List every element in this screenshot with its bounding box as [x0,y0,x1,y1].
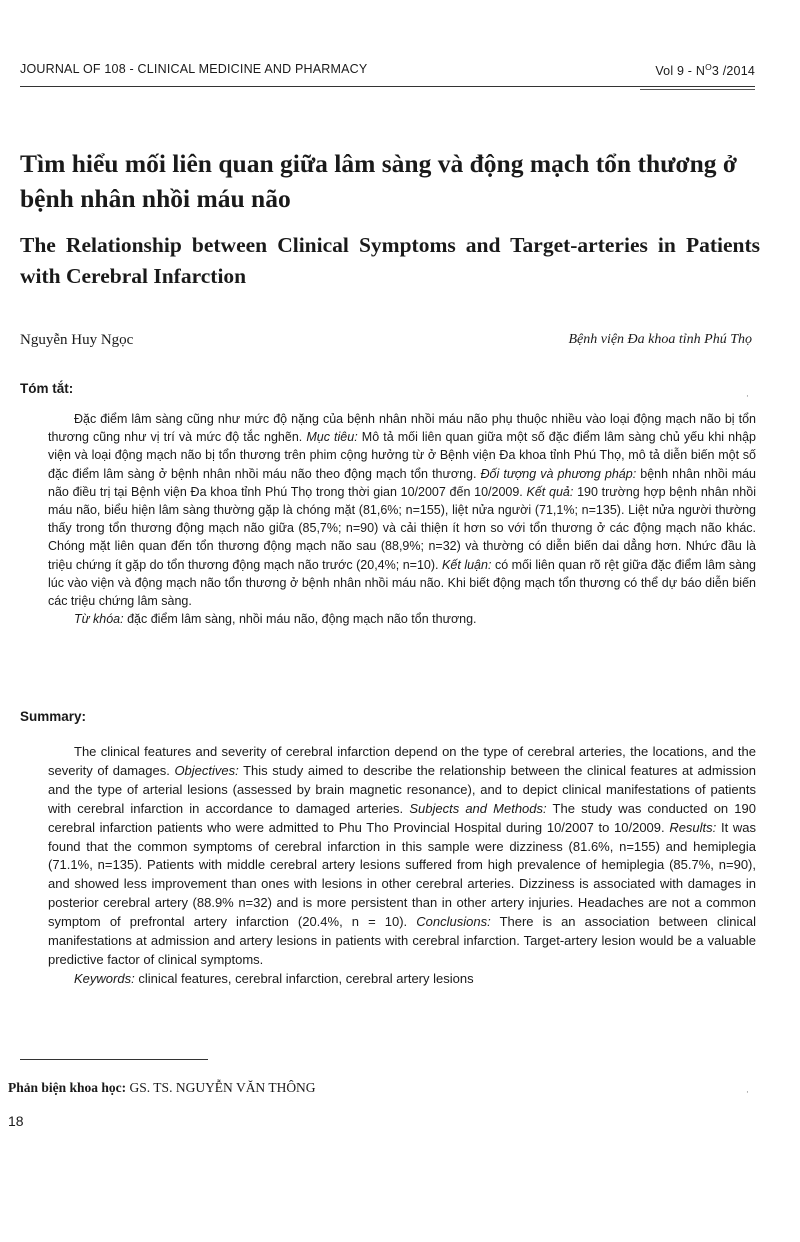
abstract-en-intro: The clinical features and severity of cerebral infarction depend on the type of cerebral arteries, the locations, and the severity of damages. [48,744,756,778]
results-label-en: Results: [669,819,717,835]
abstract-vi-body [48,410,756,610]
conclusions-label-vi: Kết luận: [442,557,492,572]
methods-label-en: Subjects and Methods: [409,800,547,816]
title-english: The Relationship between Clinical Symptoms and Target-arteries in Patients with Cerebral Infarction [20,233,760,288]
journal-name: JOURNAL OF 108 - CLINICAL MEDICINE AND PHARMACY [20,62,368,76]
conclusions-label-en: Conclusions: [416,914,491,930]
abstract-english [48,743,756,989]
abstract-vietnamese [48,410,756,628]
objectives-label-vi: Mục tiêu: [306,430,358,445]
keywords-vi [48,610,756,628]
header-rule [20,86,755,87]
reviewer-name: GS. TS. NGUYỄN VĂN THÔNG [129,1080,316,1095]
methods-label-vi: Đối tượng và phương pháp: [480,466,637,481]
objectives-en: This study aimed to describe the relationship between the clinical features at admission and the type of arterial lesions (assessed by brain magnetic resonance), and to depict clinical manifestations of patients with cerebral infarction in accordance to damaged arteries. [48,762,756,816]
issue-suffix: 3 /2014 [711,64,755,79]
reviewer-footnote [8,1080,316,1096]
page-number: 18 [8,1113,24,1129]
issue-info [655,62,755,78]
author-affiliation: Bệnh viện Đa khoa tỉnh Phú Thọ [568,332,752,347]
summary-heading: Summary: [20,709,87,724]
keywords-text-vi: đặc điểm lâm sàng, nhồi máu não, động mạch não tổn thương. [127,612,477,627]
abstract-en-body [48,743,756,970]
keywords-label-en: Keywords: [74,970,135,986]
author-name: Nguyễn Huy Ngọc [20,332,134,348]
abstract-vi-intro: Đặc điểm lâm sàng cũng như mức độ nặng của bệnh nhân nhồi máu não phụ thuộc nhiều vào loại động mạch não bị tổn thương cũng như vị trí và mức độ tắc nghẽn. [48,412,756,445]
issue-sup: O [705,62,712,72]
scan-mark: · [746,1088,749,1098]
results-en: It was found that the common symptoms of cerebral infarction in this sample were dizziness (81.6%, n=155) and hemiplegia (71.1%, n=135). Patients with middle cerebral artery lesions suffered from high prevalence of hemiplegia (85.7%, n=90), and showed less improvement than ones with lesions in other cerebral arteries. Dizziness is associated with damages in posterior cerebral artery (88.9% n=32) and is more persistent than in other artery injuries. Headaches are not a common symptom of prefrontal artery infarction (20.4%, n = 10). [48,819,756,930]
methods-en: The study was conducted on 190 cerebral infarction patients who were admitted to Phu Tho Provincial Hospital during 10/2007 to 10/2009. [48,800,756,835]
results-label-vi: Kết quả: [526,484,574,499]
keywords-text-en: clinical features, cerebral infarction, cerebral artery lesions [138,970,474,986]
footnote-rule [20,1059,208,1060]
keywords-en [48,970,756,989]
abstract-vi-heading: Tóm tắt: [20,381,74,396]
scan-mark: · [746,392,749,402]
running-header [20,62,755,82]
methods-vi: bệnh nhân nhồi máu não điều trị tại Bệnh viện Đa khoa tỉnh Phú Thọ trong thời gian 10/2007 đến 10/2009. [48,466,757,499]
conclusions-vi: có mối liên quan rõ rệt giữa đặc điểm lâm sàng lúc vào viện và động mạch não tổn thương ở bệnh nhân nhồi máu não. Khi biết động mạch tổn thương có thể dự báo diễn biến các triệu chứng lâm sàng. [48,557,756,609]
conclusions-en: There is an association between clinical manifestations at admission and artery lesions in patients with cerebral infarction. Target-artery lesion would be a valuable predictive factor of clinical symptoms. [48,914,756,967]
title-vietnamese: Tìm hiểu mối liên quan giữa lâm sàng và động mạch tổn thương ở bệnh nhân nhồi máu não [20,149,738,213]
issue-prefix: Vol 9 - N [655,64,706,79]
reviewer-label: Phản biện khoa học: [8,1080,127,1095]
keywords-label-vi: Từ khóa: [74,612,124,627]
results-vi: 190 trường hợp bệnh nhân nhồi máu não, biểu hiện lâm sàng thường gặp là chóng mặt (81,6%; n=155), liệt nửa người (71,1%; n=135). Liệt nửa người thường thấy trong tổn thương động mạch não giữa (85,7%; n=90) và cải thiện ít hơn so với tổn thương ở các động mạch não khác. Chóng mặt liên quan đến tổn thương động mạch não sau (88,9%; n=32) và thường có diễn biến dai dẳng hơn. Nhức đầu là triệu chứng ít gặp do tổn thương động mạch não trước (20,4%; n=10). [48,484,756,572]
objectives-label-en: Objectives: [174,762,239,778]
header-rule-accent [640,89,755,90]
objectives-vi: Mô tả mối liên quan giữa một số đặc điểm lâm sàng chủ yếu khi nhập viện và loại động mạch não bị tổn thương trên phim cộng hưởng từ ở Bệnh viện Đa khoa tỉnh Phú Thọ, mô tả diễn biến một số đặc điểm lâm sàng ở bệnh nhân nhồi máu não theo động mạch tổn thương. [48,430,756,481]
